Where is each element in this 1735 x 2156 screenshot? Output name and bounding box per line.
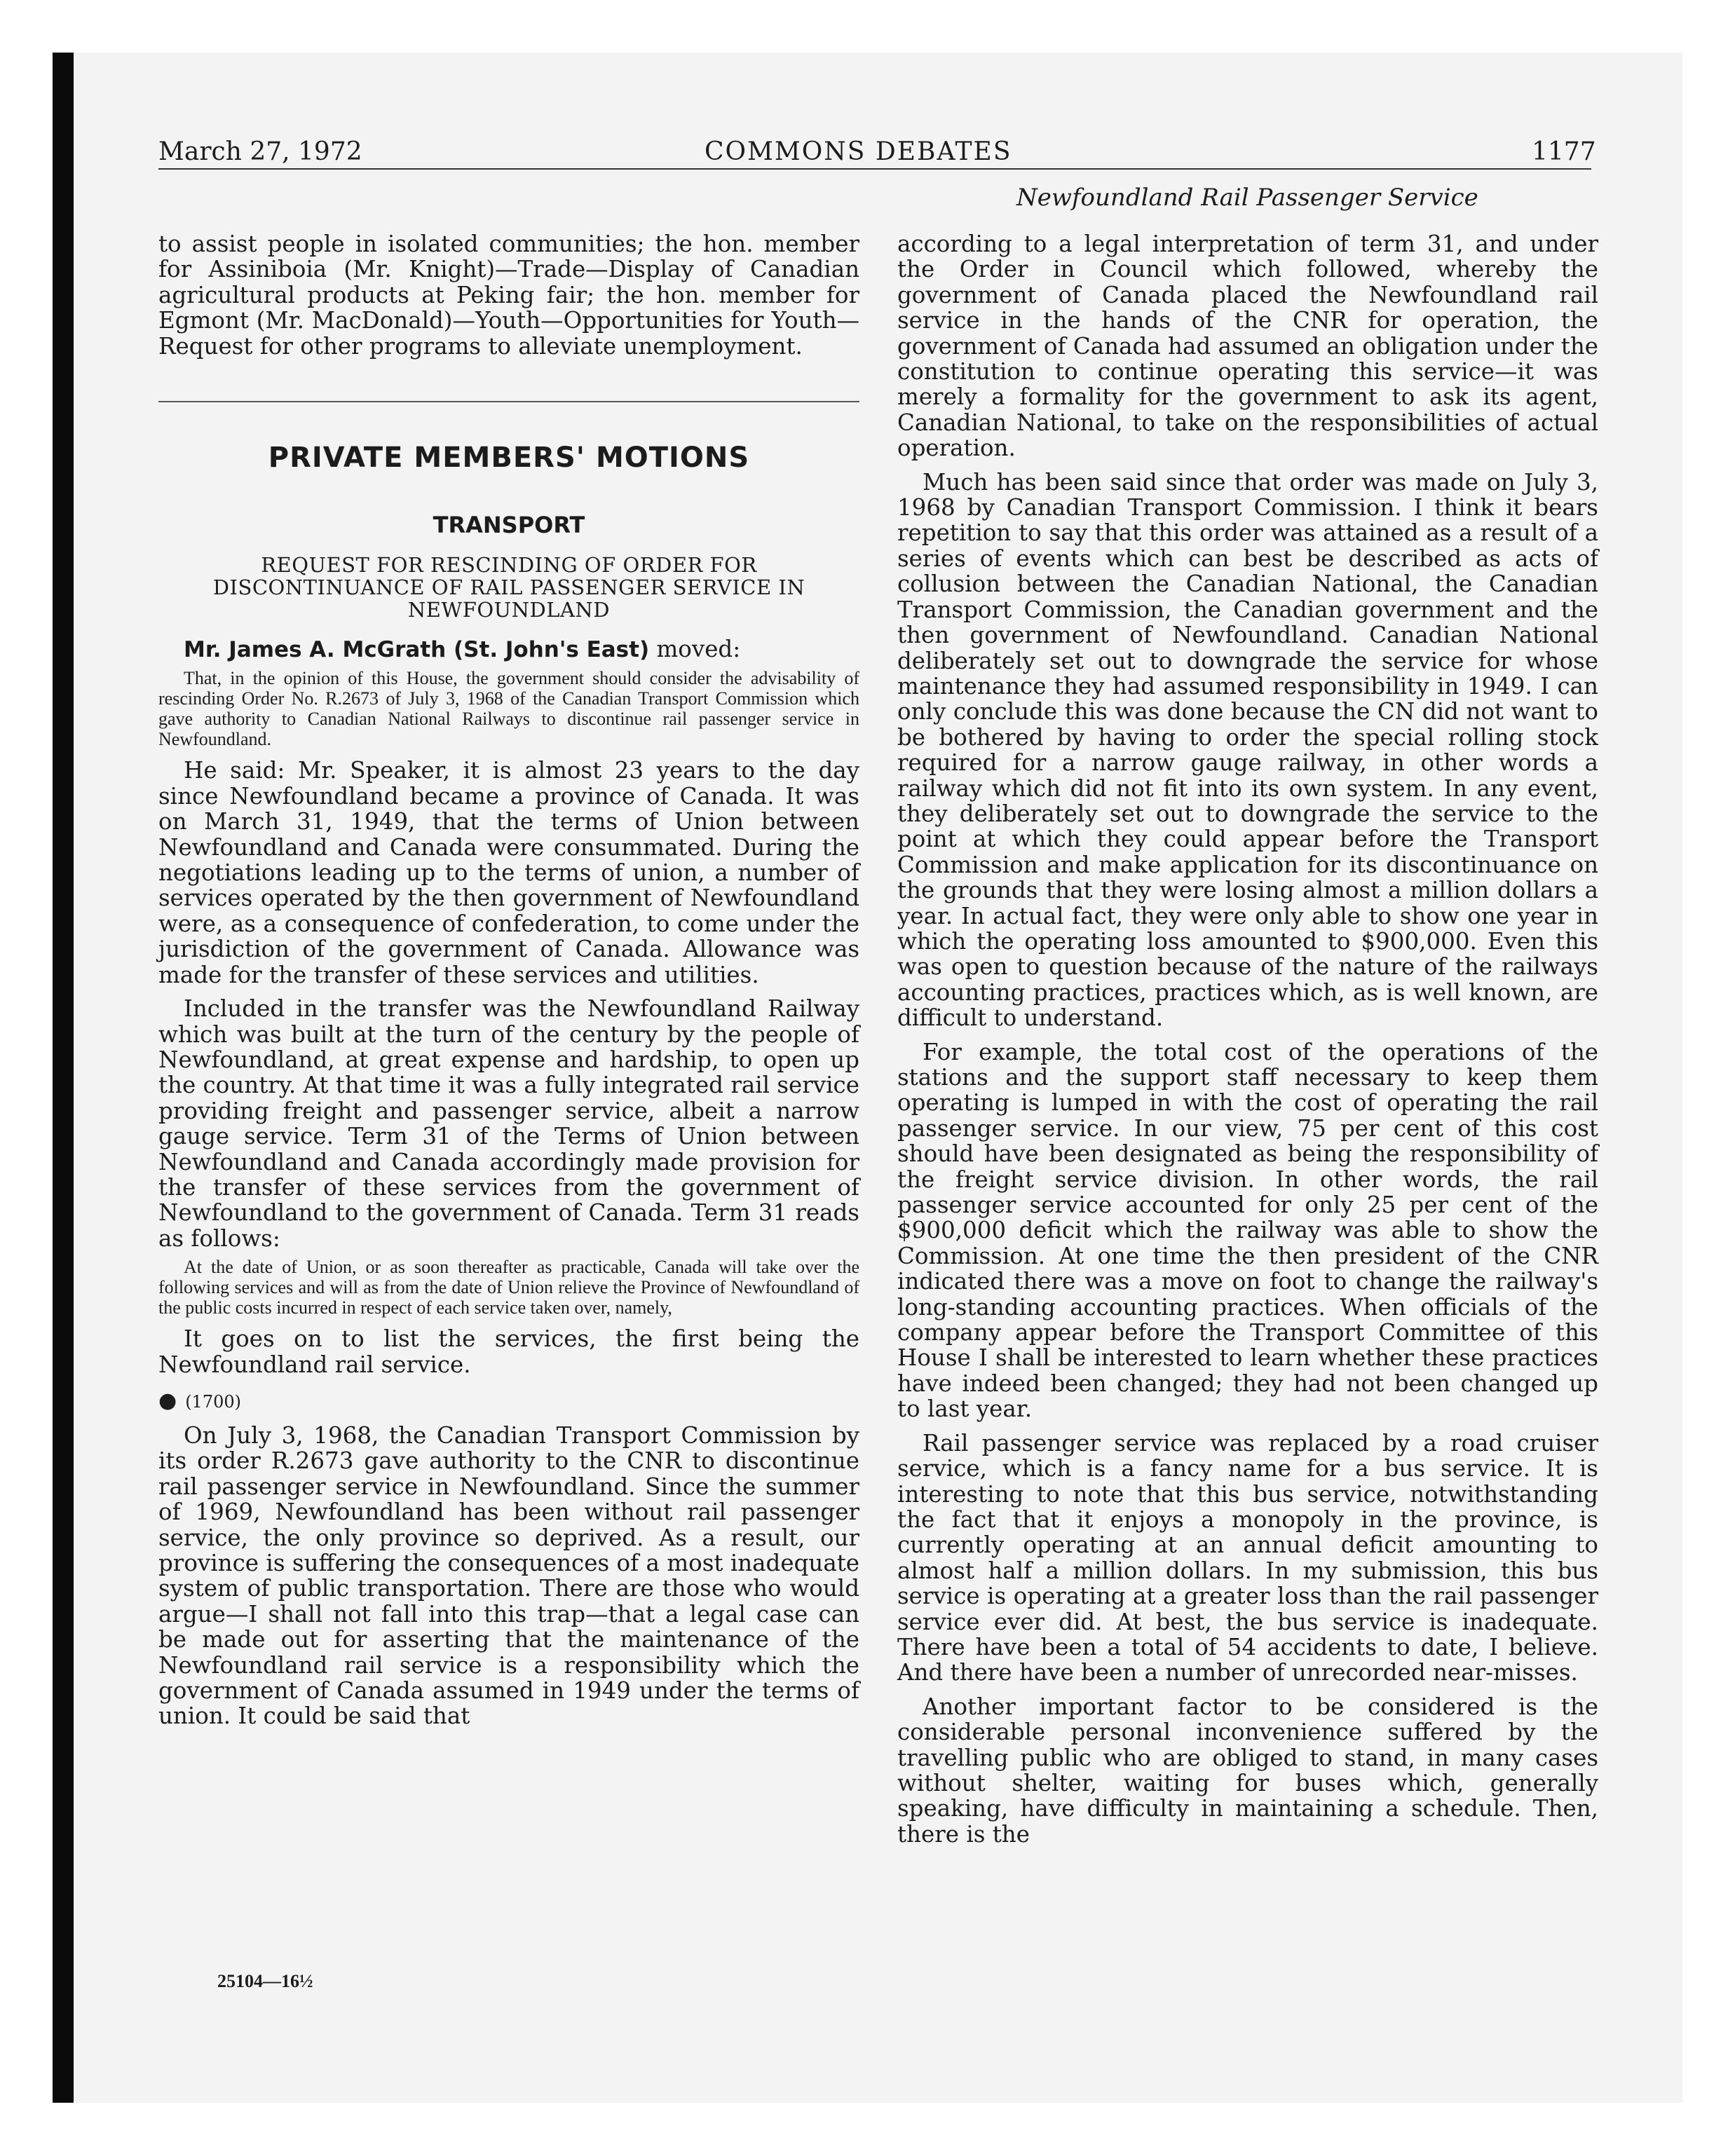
speech-paragraph: according to a legal interpretation of term 31, and under the Order in Council which followed, whereby the government of Canada placed the Newfoundland rail service in the hands of the CNR for operation, the government of Canada had assumed an obligation under the constitution to continue operating this service—it was merely a formality for the government to ask its agent, Canadian National, to take on the responsibilities of actual operation. [897, 231, 1598, 462]
footer-print-number: 25104—16½ [217, 1971, 313, 1991]
section-title: PRIVATE MEMBERS' MOTIONS [268, 442, 750, 475]
speech-paragraph: Much has been said since that order was made on July 3, 1968 by Canadian Transport Commission. I think it bears repetition to say that this order was attained as a result of a series of events which can best be described as acts of collusion between the Canadian National, the Canadian Transport Commission, the Canadian government and the then government of Newfoundland. Canadian National deliberately set out to downgrade the service for whose maintenance they had assumed responsibility in 1949. I can only conclude this was done because the CN did not want to be bothered by having to order the special rolling stock required for a narrow gauge railway, in other words a railway which did not fit into its own system. In any event, they deliberately set out to downgrade the service to the point at which they could appear before the Transport Commission and make application for its discontinuance on the grounds that they were losing almost a million dollars a year. In actual fact, they were only able to show one year in which the operating loss amounted to $900,000. Even this was open to question because of the nature of the railways accounting practices, practices which, as is well known, are difficult to understand. [897, 468, 1598, 1032]
running-head: Newfoundland Rail Passenger Service [1016, 184, 1478, 212]
section-divider [158, 401, 859, 402]
header-publication: COMMONS DEBATES [705, 137, 1012, 166]
term31-quote: At the date of Union, or as soon thereafter as practicable, Canada will take over the following services and will as from the date of Union relieve the Province of Newfoundland of the public costs incurred in respect of each service taken over, namely, [158, 1257, 859, 1318]
speech-paragraph: Included in the transfer was the Newfoundland Railway which was built at the turn of the century by the people of Newfoundland, at great expense and hardship, to open up the country. At that time it was a fully integrated rail service providing freight and passenger service, albeit a narrow gauge service. Term 31 of the Terms of Union between Newfoundland and Canada accordingly made provision for the transfer of these services from the government of Newfoundland to the government of Canada. Term 31 reads as follows: [158, 995, 859, 1252]
header-rule [158, 168, 1591, 170]
scan-edge-shadow [53, 53, 74, 2103]
right-column [897, 231, 1598, 1847]
motion-mover [158, 636, 859, 662]
mover-action: moved: [649, 636, 741, 663]
time-marker-label: (1700) [185, 1391, 241, 1412]
speech-paragraph: On July 3, 1968, the Canadian Transport Commission by its order R.2673 gave authority to the CNR to discontinue rail passenger service in Newfoundland. Since the summer of 1969, Newfoundland has been without rail passenger service, the only province so deprived. As a result, our province is suffering the consequences of a most inadequate system of public transportation. There are those who would argue—I shall not fall into this trap—that a legal case can be made out for asserting that the maintenance of the Newfoundland rail service is a responsibility which the government of Canada assumed in 1949 under the terms of union. It could be said that [158, 1421, 859, 1730]
motion-text: That, in the opinion of this House, the government should consider the advisability of rescinding Order No. R.2673 of July 3, 1968 of the Canadian Transport Commission which gave authority to Canadian National Railways to discontinue rail passenger service in Newfoundland. [158, 668, 859, 750]
speech-paragraph: It goes on to list the services, the first being the Newfoundland rail service. [158, 1325, 859, 1378]
header-page-number: 1177 [1532, 137, 1596, 166]
time-marker [158, 1389, 859, 1413]
subject-title: TRANSPORT [433, 512, 585, 539]
left-column [158, 231, 859, 1729]
bullet-icon: ● [158, 1388, 177, 1413]
speech-paragraph: Another important factor to be considered is the considerable personal inconvenience suffered by the travelling public who are obliged to stand, in many cases without shelter, waiting for buses which, generally speaking, have difficulty in maintaining a schedule. Then, there is the [897, 1693, 1598, 1848]
motion-title: REQUEST FOR RESCINDING OF ORDER FOR DISCONTINUANCE OF RAIL PASSENGER SERVICE IN NEWFOUNDLAND [212, 553, 805, 622]
speech-paragraph: Rail passenger service was replaced by a road cruiser service, which is a fancy name for a bus service. It is interesting to note that this bus service, notwithstanding the fact that it enjoys a monopoly in the province, is currently operating at an annual deficit amounting to almost half a million dollars. In my submission, this bus service is operating at a greater loss than the rail passenger service ever did. At best, the bus service is inadequate. There have been a total of 54 accidents to date, I believe. And there have been a number of unrecorded near-misses. [897, 1429, 1598, 1686]
speech-paragraph: He said: Mr. Speaker, it is almost 23 years to the day since Newfoundland became a province of Canada. It was on March 31, 1949, that the terms of Union between Newfoundland and Canada were consummated. During the negotiations leading up to the terms of union, a number of services operated by the then government of Newfoundland were, as a consequence of confederation, to come under the jurisdiction of the government of Canada. Allowance was made for the transfer of these services and utilities. [158, 757, 859, 988]
continuation-paragraph: to assist people in isolated communities; the hon. member for Assiniboia (Mr. Knight)—Trade—Display of Canadian agricultural products at Peking fair; the hon. member for Egmont (Mr. MacDonald)—Youth—Opportunities for Youth—Request for other programs to alleviate unemployment. [158, 231, 859, 360]
speech-paragraph: For example, the total cost of the operations of the stations and the support staff necessary to keep them operating is lumped in with the cost of operating the rail passenger service. In our view, 75 per cent of this cost should have been designated as being the responsibility of the freight service division. In other words, the rail passenger service accounted for only 25 per cent of the $900,000 deficit which the railway was able to show the Commission. At one time the then president of the CNR indicated there was a move on foot to change the railway's long-standing accounting practices. When officials of the company appear before the Transport Committee of this House I shall be interested to learn whether these practices have indeed been changed; they had not been changed up to last year. [897, 1038, 1598, 1423]
header-date: March 27, 1972 [158, 137, 362, 166]
mover-name: Mr. James A. McGrath (St. John's East) [184, 637, 650, 663]
